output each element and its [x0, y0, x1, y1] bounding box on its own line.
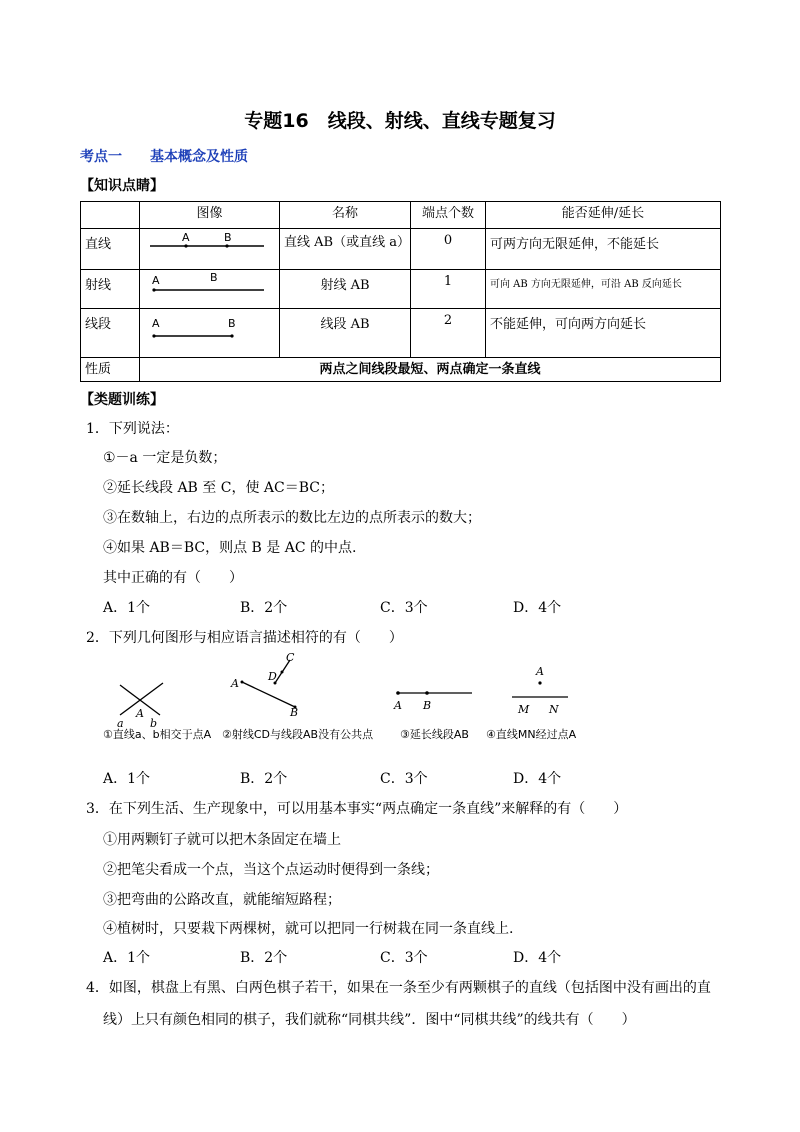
q2-caption: ①直线a、b相交于点A	[103, 728, 212, 741]
q1-option-d: D．4个	[513, 600, 562, 616]
table-header-cell: 图像	[140, 202, 280, 229]
q2-option-a: A．1个	[103, 771, 151, 787]
ray-figure	[140, 270, 280, 309]
label-A: A	[136, 707, 144, 720]
label-C: C	[286, 651, 295, 664]
q3-option-a: A．1个	[103, 950, 151, 966]
point-label-b: B	[224, 231, 232, 244]
label-D: D	[268, 670, 277, 683]
table-header-cell	[81, 202, 140, 229]
point-label-a: A	[152, 274, 160, 287]
q1-item: ③在数轴上，右边的点所表示的数比左边的点所表示的数大；	[103, 510, 481, 526]
q3-item: ①用两颗钉子就可以把木条固定在墙上	[103, 832, 341, 848]
label-A: A	[231, 677, 239, 690]
q1-item: ④如果 AB＝BC，则点 B 是 AC 的中点.	[103, 540, 357, 556]
q1-item: ②延长线段 AB 至 C，使 AC＝BC；	[103, 480, 334, 496]
q2-caption: ②射线CD与线段AB没有公共点	[222, 728, 374, 741]
q1-item: ①－a 一定是负数；	[103, 450, 227, 466]
point-label-b: B	[210, 271, 218, 284]
row-type: 射线	[81, 270, 140, 309]
row-name: 直线 AB（或直线 a）	[280, 229, 411, 270]
table-row	[81, 309, 721, 358]
row-type: 线段	[81, 309, 140, 358]
q2-caption: ③延长线段AB	[400, 728, 469, 741]
row-extend: 可向 AB 方向无限延伸，可沿 AB 反向延长	[486, 270, 721, 309]
page-title: 专题16 线段、射线、直线专题复习	[244, 110, 556, 132]
row-type: 直线	[81, 229, 140, 270]
row-endpoints: 1	[411, 270, 486, 309]
line-diagram	[144, 229, 269, 265]
q3-stem: 3．在下列生活、生产现象中，可以用基本事实“两点确定一条直线”来解释的有（ ）	[86, 801, 628, 817]
row-endpoints: 0	[411, 229, 486, 270]
row-name: 线段 AB	[280, 309, 411, 358]
property-label: 性质	[81, 358, 140, 382]
row-name: 射线 AB	[280, 270, 411, 309]
q1-tail: 其中正确的有（ ）	[103, 570, 243, 586]
table-header-row	[81, 202, 721, 229]
label-N: N	[549, 703, 559, 716]
table-header-cell: 名称	[280, 202, 411, 229]
q3-item: ②把笔尖看成一个点，当这个点运动时便得到一条线；	[103, 862, 439, 878]
table-header-cell: 能否延伸/延长	[486, 202, 721, 229]
property-text: 两点之间线段最短、两点确定一条直线	[140, 358, 721, 382]
segment-diagram	[144, 309, 269, 349]
point-label-a: A	[182, 231, 190, 244]
q2-option-d: D．4个	[513, 771, 562, 787]
line-figure	[140, 229, 280, 270]
table-row	[81, 229, 721, 270]
point-label-a: A	[152, 317, 160, 330]
q2-stem: 2．下列几何图形与相应语言描述相符的有（ ）	[86, 630, 403, 646]
row-endpoints: 2	[411, 309, 486, 358]
label-B: B	[423, 699, 432, 712]
q4-line1: 4．如图，棋盘上有黑、白两色棋子若干，如果在一条至少有两颗棋子的直线（包括图中没有画出的直	[86, 980, 711, 996]
segment-figure	[140, 309, 280, 358]
point-label-b: B	[228, 317, 236, 330]
table-row	[81, 270, 721, 309]
q1-option-c: C．3个	[380, 600, 428, 616]
label-A: A	[394, 699, 402, 712]
q2-option-c: C．3个	[380, 771, 428, 787]
q1-option-a: A．1个	[103, 600, 151, 616]
row-extend: 不能延伸，可向两方向延长	[486, 309, 721, 358]
q3-option-b: B．2个	[240, 950, 288, 966]
table-row	[81, 358, 721, 382]
q1-stem: 1．下列说法：	[86, 421, 179, 437]
kaodian-heading: 考点一 基本概念及性质	[80, 149, 248, 165]
label-a: a	[117, 717, 124, 730]
table-header-cell: 端点个数	[411, 202, 486, 229]
q3-option-d: D．4个	[513, 950, 562, 966]
label-A: A	[536, 665, 544, 678]
q3-option-c: C．3个	[380, 950, 428, 966]
section-practice: 【类题训练】	[80, 392, 164, 408]
ray-diagram	[144, 270, 269, 304]
row-extend: 可两方向无限延伸，不能延长	[486, 229, 721, 270]
q3-item: ③把弯曲的公路改直，就能缩短路程；	[103, 892, 341, 908]
q2-option-b: B．2个	[240, 771, 288, 787]
label-B: B	[290, 706, 299, 719]
q4-line2: 线）上只有颜色相同的棋子，我们就称“同棋共线”．图中“同棋共线”的线共有（ ）	[103, 1012, 636, 1028]
knowledge-table	[80, 201, 721, 382]
q3-item: ④植树时，只要栽下两棵树，就可以把同一行树栽在同一条直线上.	[103, 921, 514, 937]
section-knowledge: 【知识点睛】	[80, 178, 164, 194]
q2-caption: ④直线MN经过点A	[486, 728, 577, 741]
q1-option-b: B．2个	[240, 600, 288, 616]
label-b: b	[150, 717, 158, 730]
label-M: M	[518, 703, 530, 716]
